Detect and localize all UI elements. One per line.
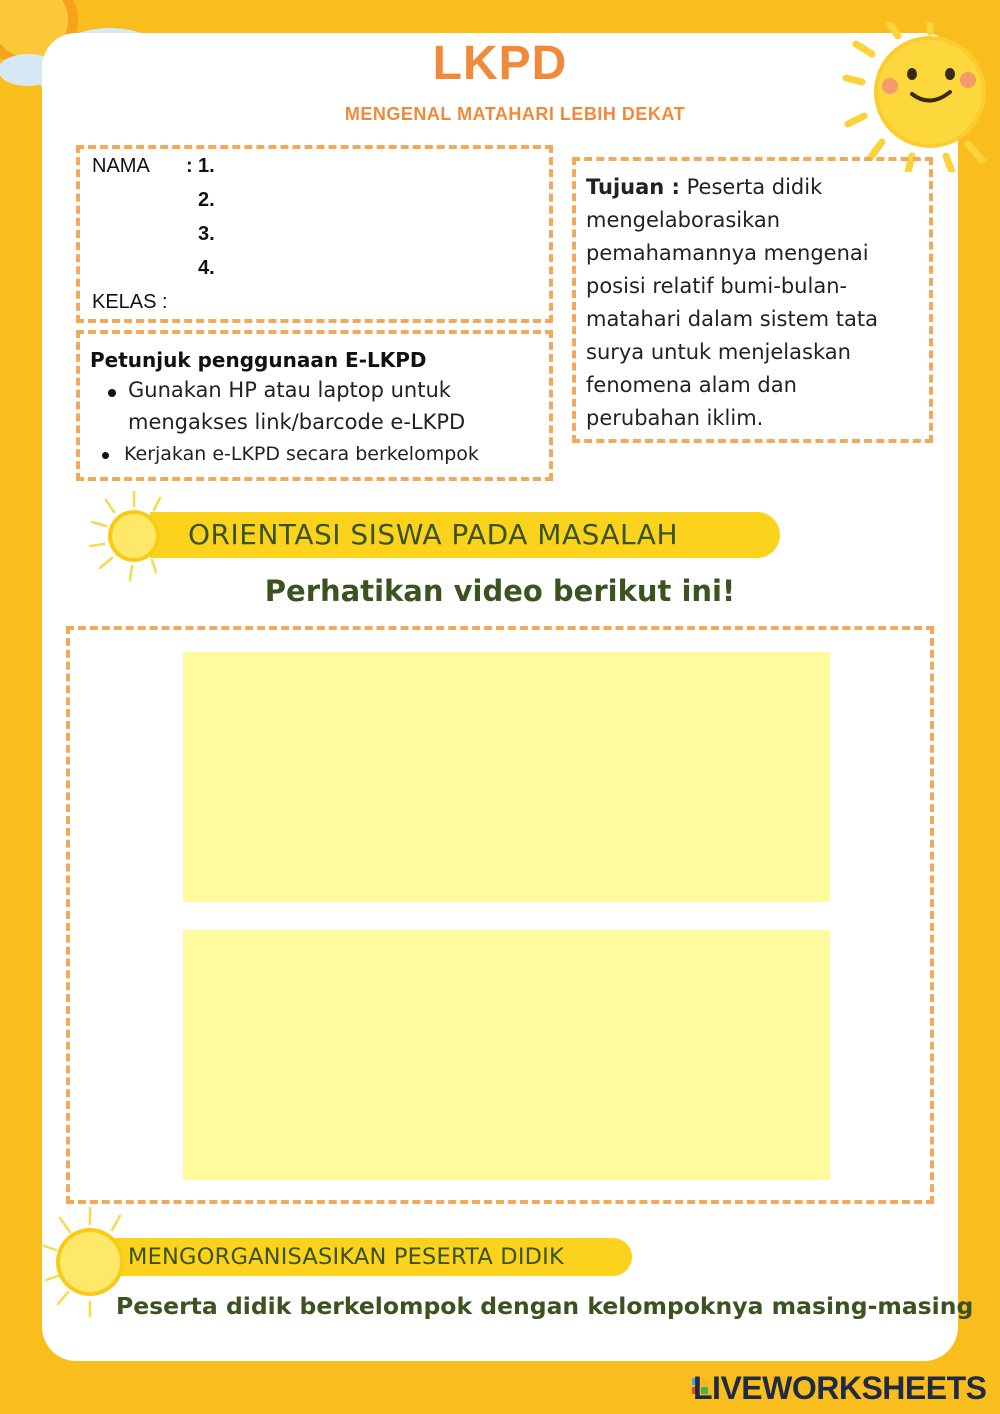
- member-number-3: 3.: [198, 223, 215, 245]
- kelas-label: KELAS :: [92, 291, 168, 313]
- objective-line-7: fenomena alam dan: [586, 373, 797, 397]
- video-placeholder-1[interactable]: [183, 652, 830, 902]
- member-number-2: 2.: [198, 189, 215, 211]
- nama-colon: :: [186, 155, 193, 177]
- instruction-item-1-line-2: mengakses link/barcode e-LKPD: [128, 410, 466, 434]
- page-title: LKPD: [432, 37, 568, 90]
- objective-line-5: matahari dalam sistem tata: [586, 307, 878, 331]
- identity-box: [76, 145, 553, 323]
- page-subtitle: MENGENAL MATAHARI LEBIH DEKAT: [344, 104, 686, 124]
- objective-line-2: mengelaborasikan: [586, 208, 781, 232]
- video-placeholder-2[interactable]: [183, 930, 830, 1180]
- section2-description: Peserta didik berkelompok dengan kelompoknya masing-masing: [116, 1292, 974, 1320]
- bullet-icon: [102, 452, 109, 459]
- member-number-4: 4.: [198, 257, 215, 279]
- instruction-item-2: Kerjakan e-LKPD secara berkelompok: [124, 443, 479, 465]
- nama-label: NAMA: [92, 155, 150, 177]
- sun-icon: [86, 488, 186, 584]
- member-number-1: 1.: [198, 155, 215, 177]
- instruction-item-1-line-1: Gunakan HP atau laptop untuk: [128, 378, 451, 402]
- instructions-title: Petunjuk penggunaan E-LKPD: [90, 348, 427, 372]
- objective-line-6: surya untuk menjelaskan: [586, 340, 851, 364]
- objective-line-4: posisi relatif bumi-bulan-: [586, 274, 848, 298]
- footer-brand[interactable]: LIVEWORKSHEETS: [693, 1370, 987, 1406]
- section1-instruction: Perhatikan video berikut ini!: [264, 574, 736, 608]
- section2-heading: MENGORGANISASIKAN PESERTA DIDIK: [128, 1244, 564, 1270]
- objective-line-8: perubahan iklim.: [586, 406, 764, 430]
- objective-label: Tujuan :: [586, 175, 680, 199]
- objective-box: [572, 157, 933, 443]
- instructions-box: [76, 330, 553, 481]
- section1-heading: ORIENTASI SISWA PADA MASALAH: [188, 518, 678, 551]
- objective-line-3: pemahamannya mengenai: [586, 241, 869, 265]
- bullet-icon: [108, 389, 116, 397]
- objective-line-1: Peserta didik: [686, 175, 823, 199]
